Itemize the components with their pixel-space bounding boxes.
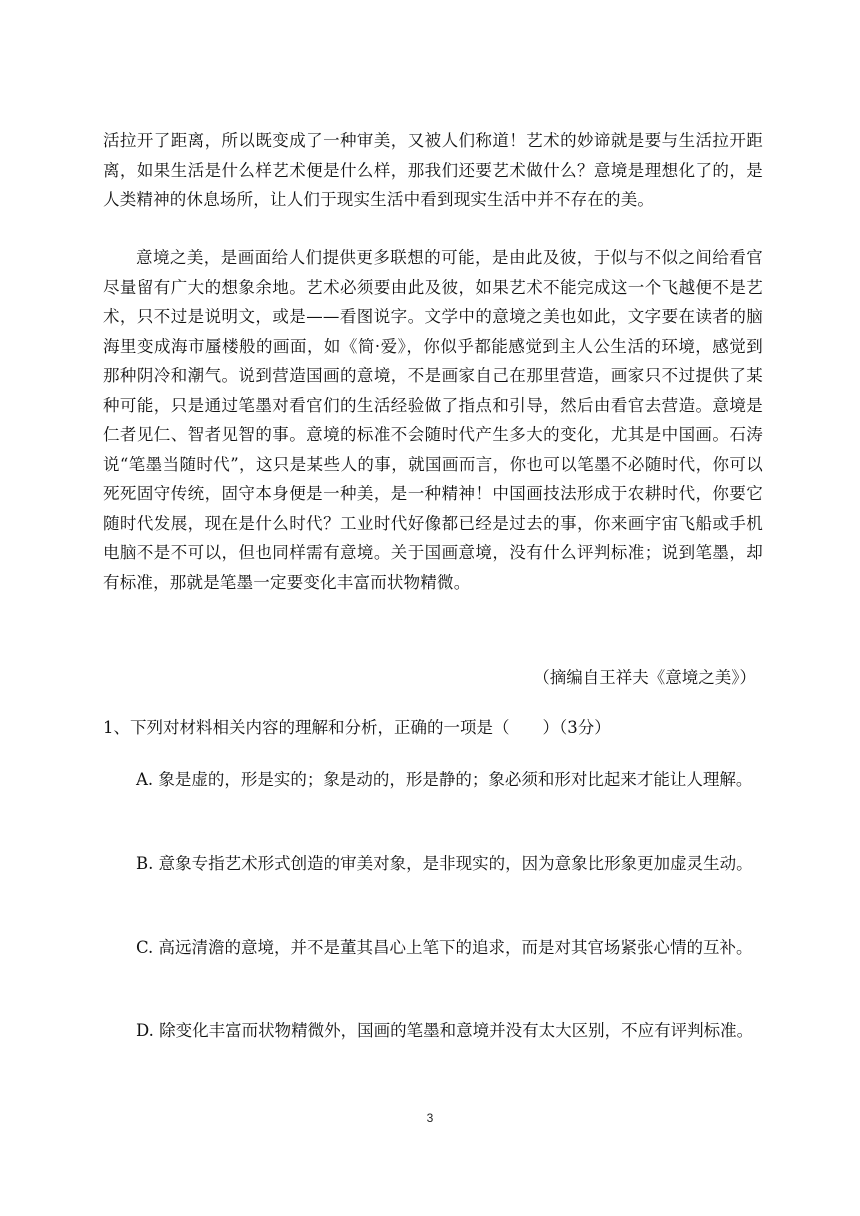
option-a: A. 象是虚的，形是实的；象是动的，形是静的；象必须和形对比起来才能让人理解。 xyxy=(136,770,753,789)
question-stem: 1、下列对材料相关内容的理解和分析，正确的一项是（ ）（3分） xyxy=(103,718,611,737)
option-b: B. 意象专指艺术形式创造的审美对象，是非现实的，因为意象比形象更加虚灵生动。 xyxy=(136,854,753,873)
option-d: D. 除变化丰富而状物精微外，国画的笔墨和意境并没有太大区别，不应有评判标准。 xyxy=(136,1021,754,1040)
passage-source: （摘编自王祥夫《意境之美》） xyxy=(533,668,756,687)
option-c: C. 高远清澹的意境，并不是董其昌心上笔下的追求，而是对其官场紧张心情的互补。 xyxy=(136,938,753,957)
passage-paragraph-1: 活拉开了距离，所以既变成了一种审美，又被人们称道！艺术的妙谛就是要与生活拉开距离，如果生活是什么样艺术便是什么样，那我们还要艺术做什么？意境是理想化了的，是人类精神的休息场所，让人们于现实生活中看到现实生活中并不存在的美。 xyxy=(103,131,763,209)
page-number: 3 xyxy=(426,1111,434,1125)
passage-paragraph-2: 意境之美，是画面给人们提供更多联想的可能，是由此及彼，于似与不似之间给看官尽量留有广大的想象余地。艺术必须要由此及彼，如果艺术不能完成这一个飞越便不是艺术，只不过是说明文，或是——看图说字。文学中的意境之美也如此，文字要在读者的脑海里变成海市蜃楼般的画面，如《简·爱》，你似乎都能感觉到主人公生活的环境，感觉到那种阴冷和潮气。说到营造国画的意境，不是画家自己在那里营造，画家只不过提供了某种可能，只是通过笔墨对看官们的生活经验做了指点和引导，然后由看官去营造。意境是仁者见仁、智者见智的事。意境的标准不会随时代产生多大的变化，尤其是中国画。石涛说“笔墨当随时代”，这只是某些人的事，就国画而言，你也可以笔墨不必随时代，你可以死死固守传统，固守本身便是一种美，是一种精神！中国画技法形成于农耕时代，你要它随时代发展，现在是什么时代？工业时代好像都已经是过去的事，你来画宇宙飞船或手机电脑不是不可以，但也同样需有意境。关于国画意境，没有什么评判标准；说到笔墨，却有标准，那就是笔墨一定要变化丰富而状物精微。 xyxy=(103,248,763,592)
